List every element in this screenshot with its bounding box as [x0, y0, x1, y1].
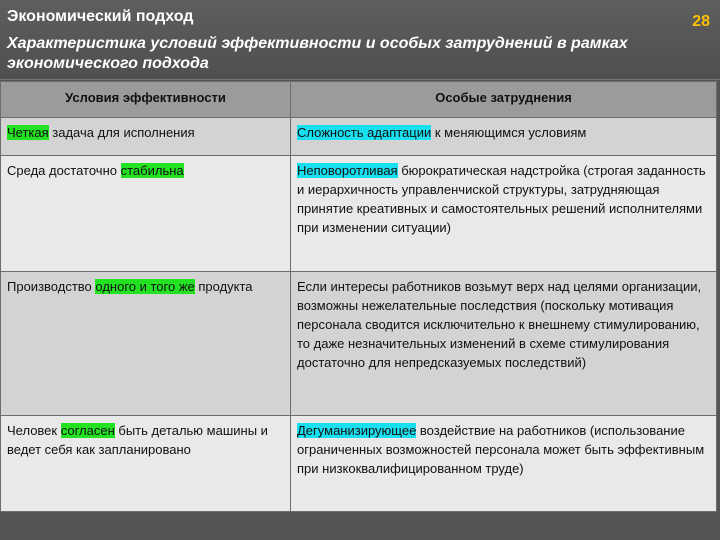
highlight-green: одного и того же — [95, 279, 195, 294]
table-row — [1, 118, 717, 156]
table-row — [1, 416, 717, 512]
highlight-green: Четкая — [7, 125, 49, 140]
slide-title: Экономический подход — [7, 8, 194, 25]
cell-text: Человек — [7, 423, 61, 438]
difficulty-cell: Если интересы работников возьмут верх над целями организации, возможны нежелательные последствия (поскольку мотивация персонала сводится исключительно к внешнему стимулированию, то даже незначительных изменений в схеме стимулирования достаточно для непредсказуемых последствий) — [291, 272, 717, 416]
highlight-cyan: Сложность адаптации — [297, 125, 432, 140]
highlight-cyan: Неповоротливая — [297, 163, 398, 178]
slide-subtitle-line-2: экономического подхода — [7, 55, 209, 72]
cell-text: задача для исполнения — [48, 125, 195, 140]
condition-cell — [1, 416, 291, 512]
cell-text: бюрократическая надстройка (строгая заданность и иерархичность управленчиской структуры, затрудняющая принятие креативных и самостоятельных решений исполнителями при изменении ситуации) — [297, 163, 706, 235]
difficulty-cell — [291, 156, 717, 272]
comparison-table — [0, 81, 717, 512]
cell-text: быть деталью машины и ведет себя как запланировано — [7, 423, 268, 457]
difficulty-cell — [291, 416, 717, 512]
highlight-green: согласен — [60, 423, 115, 438]
table-row — [1, 272, 717, 416]
table-header-row — [1, 82, 717, 118]
highlight-green: стабильна — [120, 163, 184, 178]
cell-text: воздействие на работников (использование ограниченных возможностей персонала может быть эффективным при низкоквалифицированном труде) — [297, 423, 705, 476]
page-number: 28 — [692, 13, 710, 30]
cell-text: к меняющимся условиям — [431, 125, 587, 140]
slide-header — [0, 0, 720, 80]
header-conditions: Условия эффективности — [1, 82, 291, 118]
highlight-cyan: Дегуманизирующее — [297, 423, 417, 438]
cell-text: Производство — [7, 279, 96, 294]
table-row — [1, 156, 717, 272]
slide-subtitle-line-1: Характеристика условий эффективности и особых затруднений в рамках — [7, 35, 628, 52]
condition-cell — [1, 272, 291, 416]
header-difficulties: Особые затруднения — [291, 82, 717, 118]
condition-cell — [1, 156, 291, 272]
header-divider — [0, 79, 720, 80]
cell-text: продукта — [194, 279, 253, 294]
condition-cell — [1, 118, 291, 156]
difficulty-cell — [291, 118, 717, 156]
cell-text: Среда достаточно — [7, 163, 121, 178]
